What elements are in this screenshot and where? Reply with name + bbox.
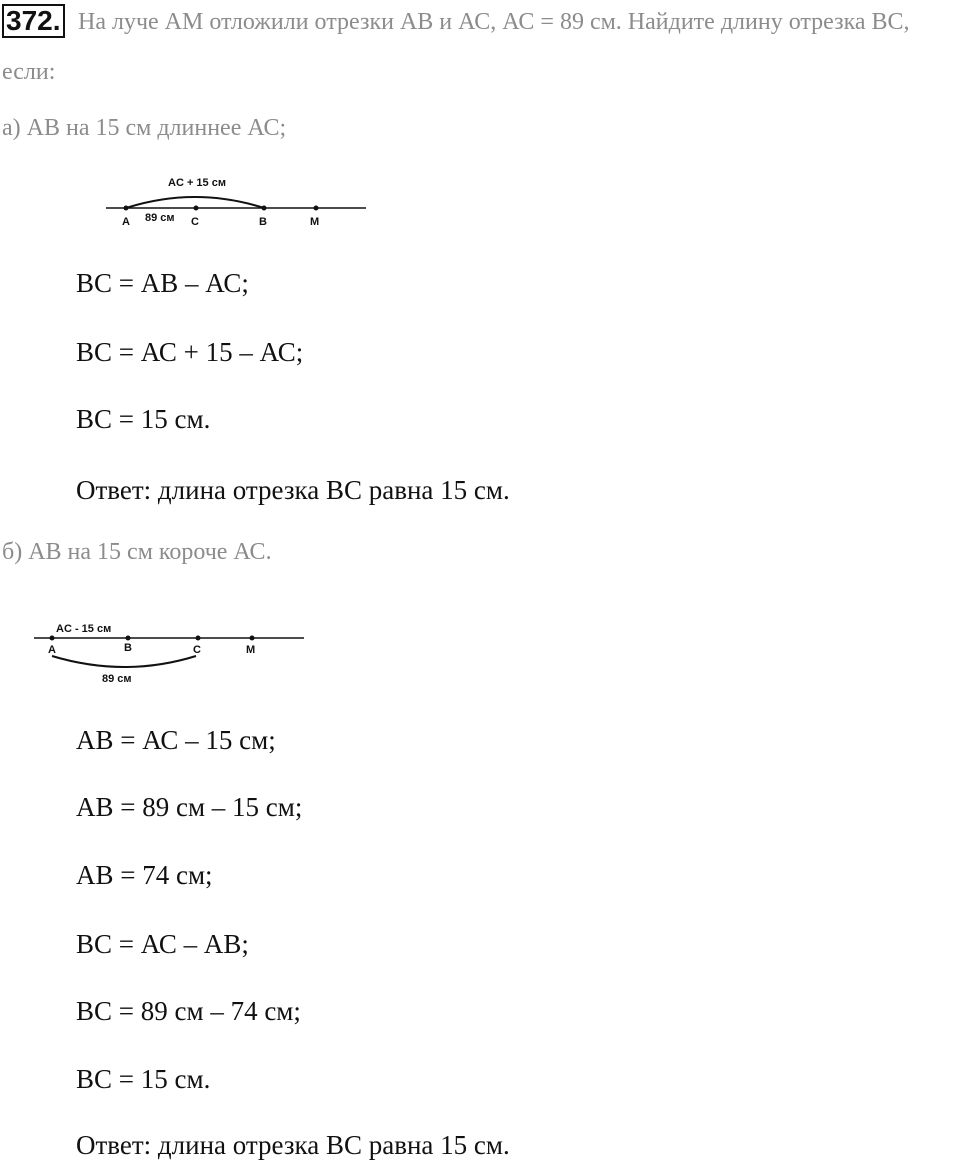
part-b-point-c <box>196 636 201 641</box>
part-b-top-label: AC - 15 см <box>56 623 112 635</box>
part-b-label-m: M <box>246 644 256 656</box>
part-b-step-2: АВ = 89 см – 15 см; <box>76 792 303 822</box>
part-b-point-a <box>50 636 55 641</box>
problem-statement-line2: если: <box>2 59 56 85</box>
part-a-point-m <box>314 206 319 211</box>
part-a-label-m: M <box>310 216 320 228</box>
part-a-diagram <box>100 170 370 232</box>
part-a-point-c <box>194 206 199 211</box>
part-a-point-a <box>124 206 129 211</box>
part-b-step-4: ВС = АС – АВ; <box>76 929 249 959</box>
part-a-step-1: ВС = АВ – АС; <box>76 268 249 298</box>
part-b-arc-label: 89 см <box>102 673 132 685</box>
part-b-step-6: ВС = 15 см. <box>76 1064 211 1094</box>
part-b-point-m <box>250 636 255 641</box>
part-b-label-b: B <box>124 642 132 654</box>
part-b-label-a: A <box>48 644 56 656</box>
problem-number: 372. <box>2 4 65 38</box>
part-a-point-b <box>262 206 267 211</box>
part-a-condition: а) АВ на 15 см длиннее АС; <box>2 115 287 141</box>
part-b-step-3: АВ = 74 см; <box>76 860 213 890</box>
part-b-diagram <box>30 614 310 690</box>
part-b-arc <box>52 656 196 667</box>
part-a-step-3: ВС = 15 см. <box>76 404 211 434</box>
part-b-condition: б) АВ на 15 см короче АС. <box>2 539 272 565</box>
part-a-answer: Ответ: длина отрезка ВС равна 15 см. <box>76 475 510 505</box>
part-b-label-c: C <box>193 644 201 656</box>
part-b-step-5: ВС = 89 см – 74 см; <box>76 996 301 1026</box>
part-a-label-b: B <box>259 216 267 228</box>
part-b-answer: Ответ: длина отрезка ВС равна 15 см. <box>76 1130 510 1160</box>
problem-statement-line1: На луче АМ отложили отрезки АВ и АС, АС = 89 см. Найдите длину отрезка ВС, <box>78 9 910 35</box>
part-a-label-c: C <box>191 216 199 228</box>
part-a-step-2: ВС = АС + 15 – АС; <box>76 337 304 367</box>
part-a-segment-label: 89 см <box>145 212 175 224</box>
part-b-point-b <box>126 636 131 641</box>
part-a-label-a: A <box>122 216 130 228</box>
part-b-step-1: АВ = АС – 15 см; <box>76 725 276 755</box>
part-a-arc-label: AC + 15 см <box>168 177 226 189</box>
